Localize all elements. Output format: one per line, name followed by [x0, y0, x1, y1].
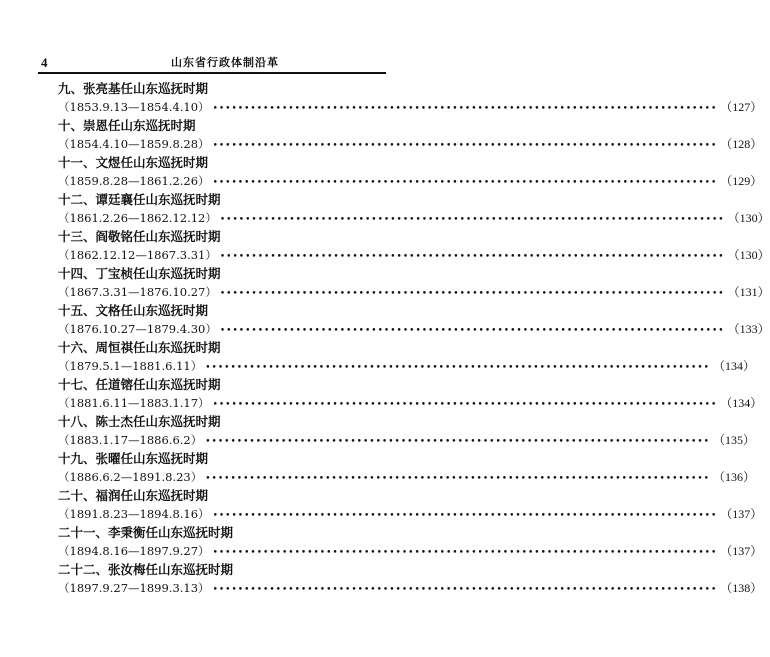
toc-entry-date-range: （1862.12.12—1867.3.31） [58, 248, 217, 262]
toc-entry [58, 486, 763, 523]
toc-entry-date-range: （1859.8.28—1861.2.26） [58, 174, 210, 188]
toc-entry [58, 560, 763, 597]
toc-entry [58, 338, 755, 375]
toc-entry-date-range: （1867.3.31—1876.10.27） [58, 285, 217, 299]
toc-entry-title: 九、张亮基任山东巡抚时期 [58, 81, 209, 96]
dot-leader: •••••••••••••••••••••••••••••••••••••••••••••••••••••••••••••••••••••••••••••••• [219, 289, 725, 299]
toc-entry [58, 79, 763, 116]
toc-entry-date-range: （1879.5.1—1881.6.11） [58, 359, 203, 373]
toc-entry-title: 二十二、张汝梅任山东巡抚时期 [58, 562, 234, 577]
toc-entry [58, 449, 755, 486]
toc-entry [58, 227, 770, 264]
toc-entry-page-number: （131） [727, 285, 770, 299]
toc-entry-date-range: （1861.2.26—1862.12.12） [58, 211, 217, 225]
toc-entry-title: 二十一、李秉衡任山东巡抚时期 [58, 525, 234, 540]
toc-entry-line [58, 431, 755, 449]
toc-entry-line [58, 246, 770, 264]
toc-entry-line [58, 357, 755, 375]
toc-entry-line [58, 505, 763, 523]
toc-entry-title: 十五、文格任山东巡抚时期 [58, 303, 209, 318]
toc-entry-title: 十六、周恒祺任山东巡抚时期 [58, 340, 221, 355]
toc-entry [58, 264, 770, 301]
toc-entry-date-range: （1883.1.17—1886.6.2） [58, 433, 203, 447]
toc-entry-title: 十九、张曜任山东巡抚时期 [58, 451, 209, 466]
running-title: 山东省行政体制沿革 [171, 56, 279, 69]
dot-leader: •••••••••••••••••••••••••••••••••••••••••••••••••••••••••••••••••••••••••••••••• [212, 104, 718, 114]
toc-entry-page-number: （130） [727, 211, 770, 225]
toc-entry-line [58, 394, 763, 412]
toc-entry-page-number: （137） [720, 544, 763, 558]
toc-entry-page-number: （128） [720, 137, 763, 151]
toc-entry-date-range: （1876.10.27—1879.4.30） [58, 322, 217, 336]
dot-leader: •••••••••••••••••••••••••••••••••••••••••••••••••••••••••••••••••••••••••••••••• [205, 363, 710, 373]
toc-entry-date-range: （1886.6.2—1891.8.23） [58, 470, 203, 484]
toc-entry [58, 153, 763, 190]
toc-entry-line [58, 98, 763, 116]
toc-entry-page-number: （137） [720, 507, 763, 521]
toc-entry-line [58, 209, 770, 227]
toc-entry-date-range: （1854.4.10—1859.8.28） [58, 137, 210, 151]
toc-entry [58, 190, 770, 227]
toc-entry-date-range: （1891.8.23—1894.8.16） [58, 507, 210, 521]
toc-entry-title: 二十、福润任山东巡抚时期 [58, 488, 209, 503]
toc-entry-line [58, 283, 770, 301]
toc-entry-date-range: （1897.9.27—1899.3.13） [58, 581, 210, 595]
dot-leader: •••••••••••••••••••••••••••••••••••••••••••••••••••••••••••••••••••••••••••••••• [212, 548, 718, 558]
toc-entry-page-number: （134） [720, 396, 763, 410]
dot-leader: •••••••••••••••••••••••••••••••••••••••••••••••••••••••••••••••••••••••••••••••• [205, 437, 710, 447]
toc-entry-line [58, 468, 755, 486]
toc-entry-date-range: （1881.6.11—1883.1.17） [58, 396, 210, 410]
toc-entry-page-number: （127） [720, 100, 763, 114]
dot-leader: •••••••••••••••••••••••••••••••••••••••••••••••••••••••••••••••••••••••••••••••• [219, 215, 725, 225]
toc-entry-line [58, 320, 770, 338]
dot-leader: •••••••••••••••••••••••••••••••••••••••••••••••••••••••••••••••••••••••••••••••• [212, 141, 718, 151]
dot-leader: •••••••••••••••••••••••••••••••••••••••••••••••••••••••••••••••••••••••••••••••• [219, 252, 725, 262]
toc-entry-page-number: （134） [712, 359, 755, 373]
dot-leader: •••••••••••••••••••••••••••••••••••••••••••••••••••••••••••••••••••••••••••••••• [212, 400, 718, 410]
toc-entry [58, 301, 770, 338]
toc-entry-title: 十二、谭廷襄任山东巡抚时期 [58, 192, 221, 207]
toc-entry-page-number: （129） [720, 174, 763, 188]
toc-entry [58, 116, 763, 153]
toc-entry-line [58, 172, 763, 190]
toc-entry-page-number: （136） [712, 470, 755, 484]
dot-leader: •••••••••••••••••••••••••••••••••••••••••••••••••••••••••••••••••••••••••••••••• [212, 585, 718, 595]
toc-entry-line [58, 542, 763, 560]
toc-entry [58, 375, 763, 412]
dot-leader: •••••••••••••••••••••••••••••••••••••••••••••••••••••••••••••••••••••••••••••••• [205, 474, 710, 484]
toc-entry-page-number: （130） [727, 248, 770, 262]
dot-leader: •••••••••••••••••••••••••••••••••••••••••••••••••••••••••••••••••••••••••••••••• [212, 178, 718, 188]
toc-entry-line [58, 579, 763, 597]
toc-entry-title: 十、崇恩任山东巡抚时期 [58, 118, 196, 133]
page-number: 4 [41, 55, 48, 70]
toc-entry-title: 十七、任道镕任山东巡抚时期 [58, 377, 221, 392]
toc-entry-title: 十三、阎敬铭任山东巡抚时期 [58, 229, 221, 244]
toc-entry [58, 412, 755, 449]
toc-entry-page-number: （133） [727, 322, 770, 336]
toc-entry-title: 十八、陈士杰任山东巡抚时期 [58, 414, 221, 429]
table-of-contents [58, 79, 770, 597]
dot-leader: •••••••••••••••••••••••••••••••••••••••••••••••••••••••••••••••••••••••••••••••• [219, 326, 725, 336]
toc-entry-line [58, 135, 763, 153]
header-rule [38, 72, 386, 74]
toc-entry-title: 十四、丁宝桢任山东巡抚时期 [58, 266, 221, 281]
toc-entry-date-range: （1853.9.13—1854.4.10） [58, 100, 210, 114]
toc-entry-date-range: （1894.8.16—1897.9.27） [58, 544, 210, 558]
toc-entry-page-number: （135） [712, 433, 755, 447]
toc-entry-title: 十一、文煜任山东巡抚时期 [58, 155, 209, 170]
toc-entry [58, 523, 763, 560]
dot-leader: •••••••••••••••••••••••••••••••••••••••••••••••••••••••••••••••••••••••••••••••• [212, 511, 718, 521]
toc-entry-page-number: （138） [720, 581, 763, 595]
